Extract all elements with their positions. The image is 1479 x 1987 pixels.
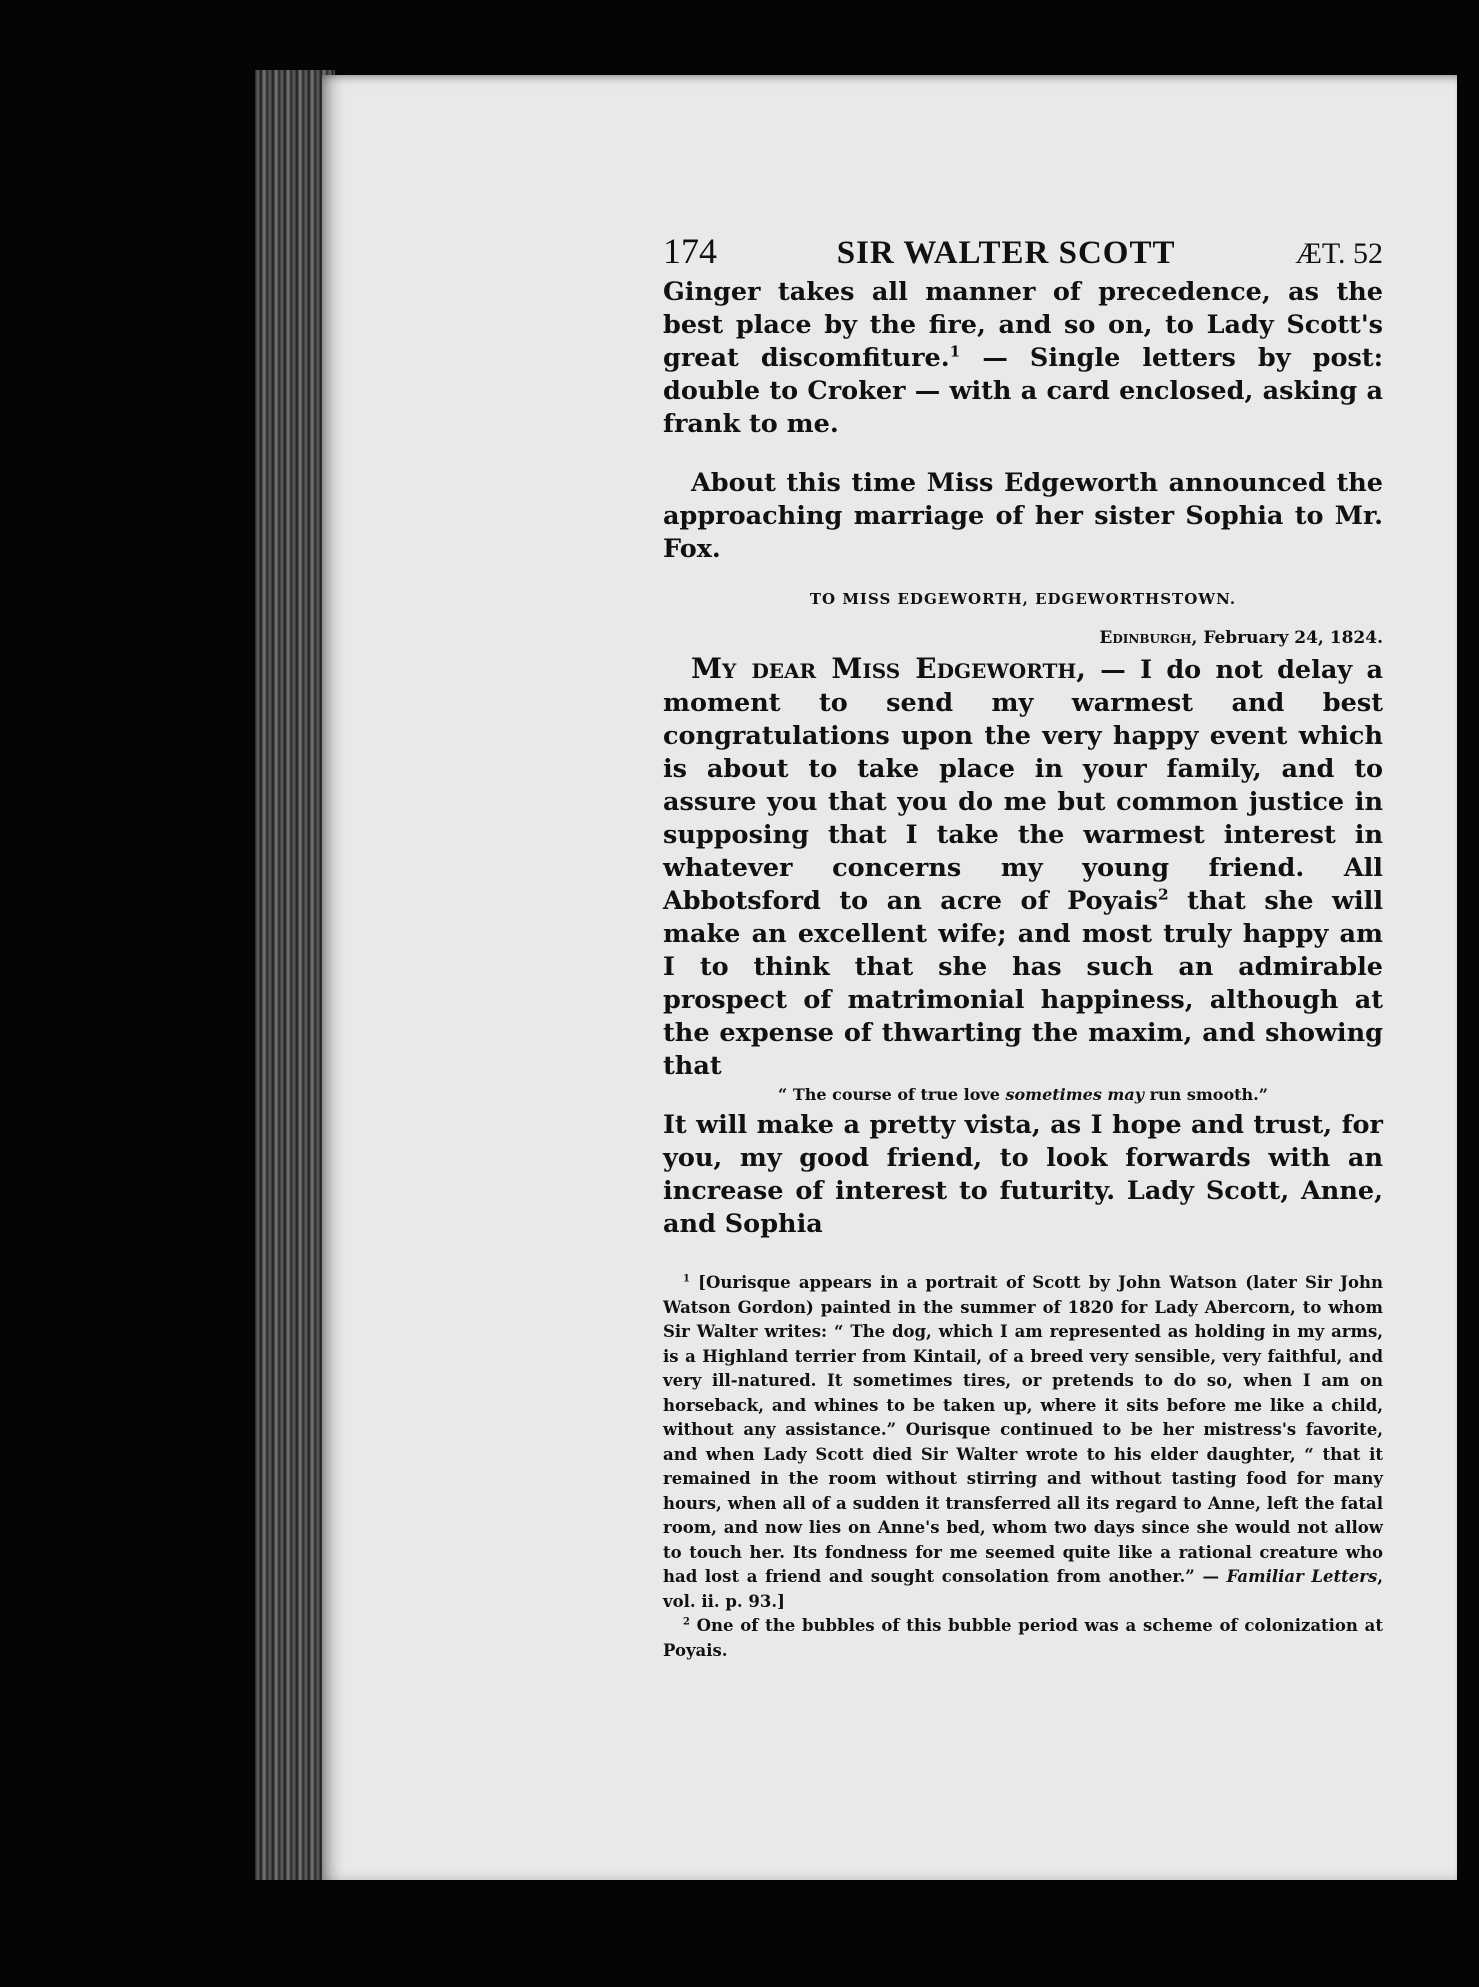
quote-start: “ The course of true love xyxy=(778,1085,1006,1104)
footnote-2 xyxy=(663,1614,1383,1663)
footnote-2-text: One of the bubbles of this bubble period was a scheme of colonization at Poyais. xyxy=(663,1616,1383,1660)
footnote-1-text: [Ourisque appears in a portrait of Scott by John Watson (later Sir John Watson Gordon) painted in the summer of 1820 for Lady Abercorn, to whom Sir Walter writes: “ The dog, which I am represented as holding in my arms, is a Highland terrier from Kintail, of a breed very sensible, very faithful, and very ill-natured. It sometimes tires, or pretends to do so, when I am on horseback, and whines to be taken up, where it sits before me like a child, without any assistance.” Ourisque continued to be her mistress's favorite, and when Lady Scott died Sir Walter wrote to his elder daughter, “ that it remained in the room without stirring and without tasting food for many hours, when all of a sudden it transferred all its regard to Anne, left the fatal room, and now lies on Anne's bed, whom two days since she would not allow to touch her. Its fondness for me seemed quite like a rational creature who had lost a friend and sought consolation from another.” — xyxy=(663,1273,1383,1586)
footnotes xyxy=(663,1271,1383,1663)
letter-paragraph-1-continued: that she will make an excellent wife; and most truly happy am I to think that she has such an admirable prospect of matrimonial happiness, although at the expense of thwarting the maxim, and showing that xyxy=(663,886,1384,1081)
page-number: 174 xyxy=(663,231,717,271)
letter-paragraph-1 xyxy=(663,652,1383,1083)
letter-dateline xyxy=(663,628,1383,648)
running-title: SIR WALTER SCOTT xyxy=(836,235,1176,271)
footnote-1-number: 1 xyxy=(683,1273,690,1285)
paragraph-2: About this time Miss Edgeworth announced the approaching marriage of her sister Sophia to Mr. Fox. xyxy=(663,468,1383,564)
footnote-ref-2[interactable]: 2 xyxy=(1157,885,1169,904)
quotation xyxy=(663,1083,1383,1107)
dateline-place: Edinburgh xyxy=(1099,628,1192,648)
salutation: My dear Miss Edgeworth, xyxy=(691,652,1086,685)
footnote-1 xyxy=(663,1271,1383,1614)
paragraph-1-text: Ginger takes all manner of precedence, as the best place by the fire, and so on, to Lady Scott's great discomfiture. xyxy=(663,277,1383,373)
footnote-ref-1[interactable]: 1 xyxy=(949,342,961,361)
footnote-1-source: Familiar Letters xyxy=(1226,1567,1378,1586)
footnote-2-number: 2 xyxy=(683,1616,690,1628)
letter-recipient: TO MISS EDGEWORTH, EDGEWORTHSTOWN. xyxy=(809,590,1237,608)
running-header xyxy=(663,230,1383,272)
letter-paragraph-2: It will make a pretty vista, as I hope and trust, for you, my good friend, to look forwards with an increase of interest to futurity. Lady Scott, Anne, and Sophia xyxy=(663,1110,1383,1239)
aetat: ÆT. 52 xyxy=(1295,237,1383,270)
letter-paragraph-1-text: — I do not delay a moment to send my warmest and best congratulations upon the very happy event which is about to take place in your family, and to assure you that you do me but common justice in supposing that I take the warmest interest in whatever concerns my young friend. All Abbotsford to an acre of Poyais xyxy=(663,655,1383,916)
footnote-1-end: , vol. ii. p. 93.] xyxy=(663,1567,1383,1611)
paragraph-1 xyxy=(663,276,1383,441)
dateline-date: , February 24, 1824. xyxy=(1191,628,1383,648)
page-content xyxy=(663,230,1383,1663)
paragraph-1-continued: — Single letters by post: double to Croker — with a card enclosed, asking a frank to me. xyxy=(663,343,1383,439)
quote-emphasis: sometimes may xyxy=(1005,1085,1145,1104)
quote-end: run smooth.” xyxy=(1144,1085,1268,1104)
